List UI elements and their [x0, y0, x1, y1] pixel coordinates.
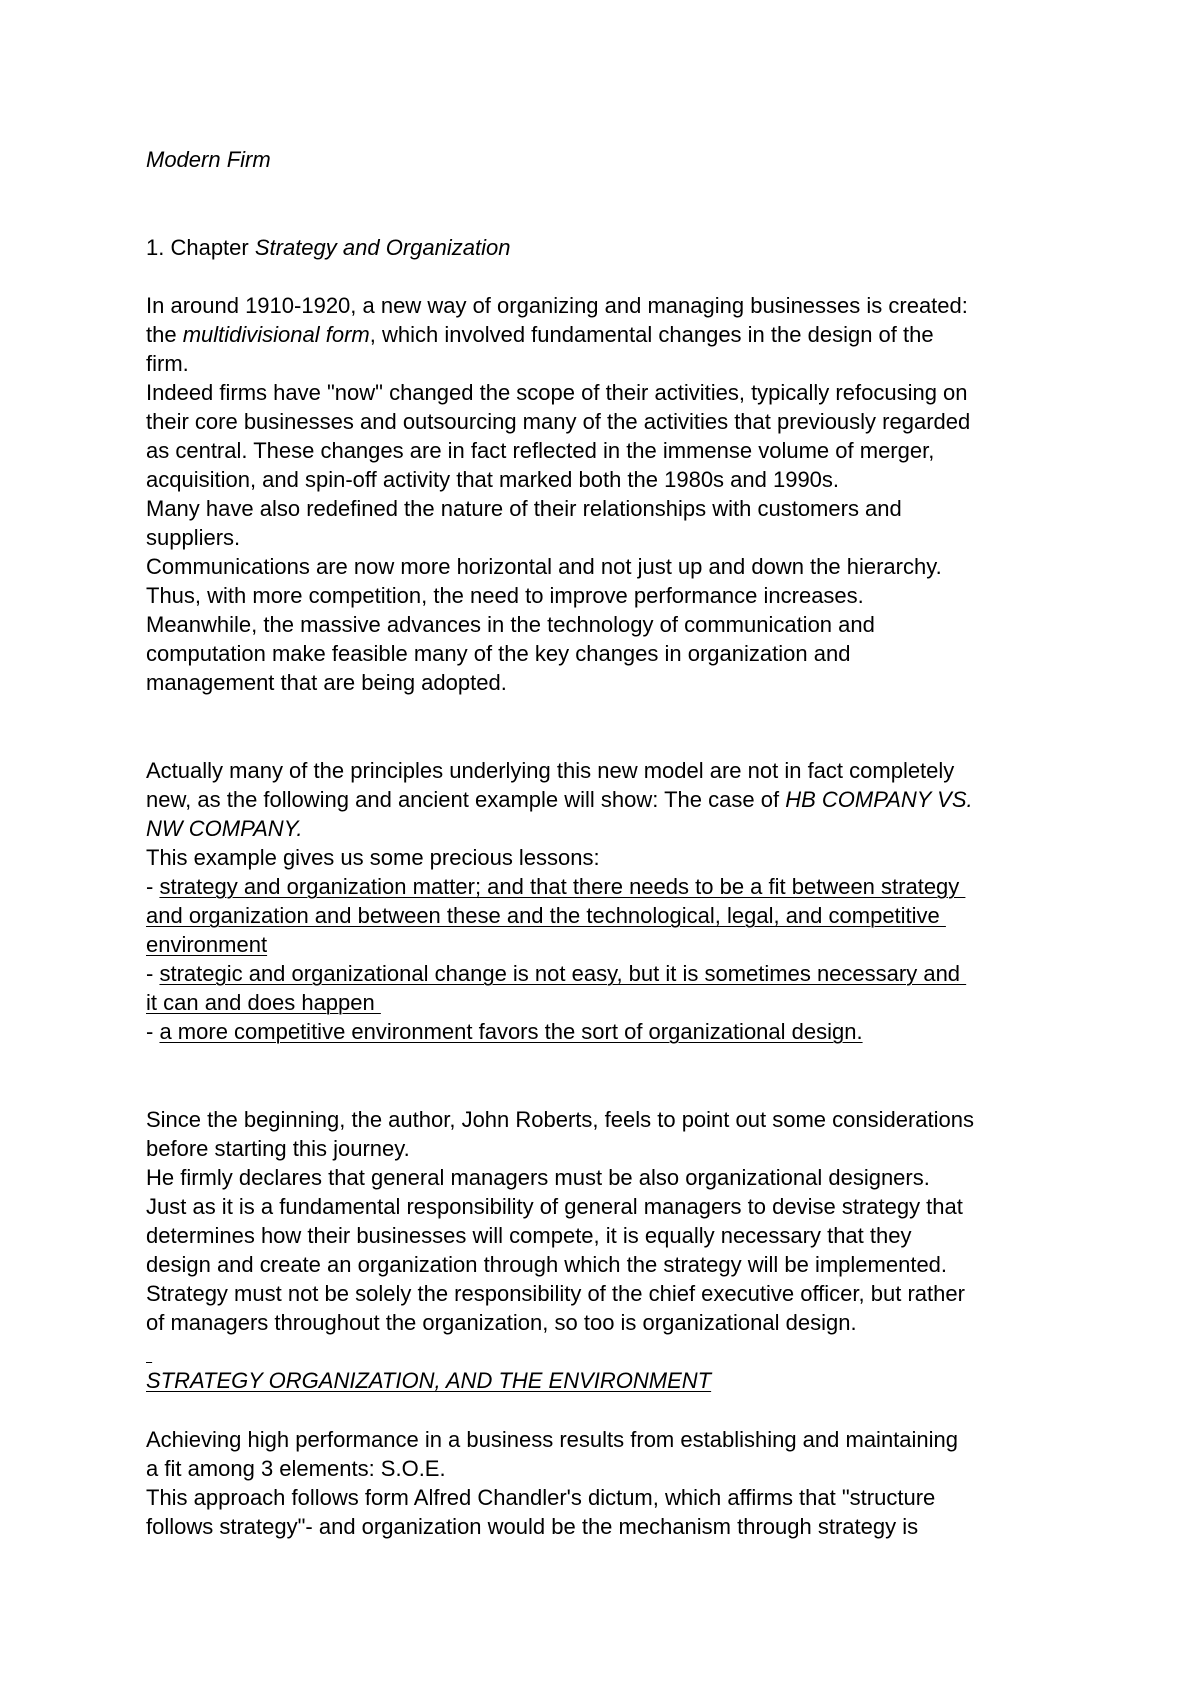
chapter-prefix: 1. Chapter [146, 235, 255, 260]
paragraph-line: firm. [146, 351, 189, 376]
paragraph-line: management that are being adopted. [146, 670, 507, 695]
paragraph-line: Many have also redefined the nature of their relationships with customers and [146, 496, 902, 521]
paragraph-line: Indeed firms have "now" changed the scope of their activities, typically refocusing on [146, 380, 968, 405]
paragraph-line: design and create an organization through which the strategy will be implemented. [146, 1252, 948, 1277]
chapter-heading [146, 233, 510, 262]
paragraph-line: of managers throughout the organization, so too is organizational design. [146, 1310, 857, 1335]
paragraph-line: Strategy must not be solely the responsibility of the chief executive officer, but rather [146, 1281, 965, 1306]
section-mark [146, 1337, 152, 1366]
emphasis-term: multidivisional form [182, 322, 370, 347]
lesson-item [146, 1017, 863, 1046]
paragraph-line: their core businesses and outsourcing many of the activities that previously regarded [146, 409, 971, 434]
document-title: Modern Firm [146, 147, 271, 172]
paragraph-line: This approach follows form Alfred Chandler's dictum, which affirms that "structure [146, 1485, 936, 1510]
lesson-text: it can and does happen [146, 990, 381, 1015]
paragraph-line: Communications are now more horizontal and not just up and down the hierarchy. [146, 554, 942, 579]
lesson-text: strategic and organizational change is not easy, but it is sometimes necessary and [159, 961, 967, 986]
chapter-name: Strategy and Organization [254, 235, 511, 260]
bullet-dash: - [146, 961, 160, 986]
bullet-dash: - [146, 874, 160, 899]
paragraph-line [146, 320, 934, 349]
lesson-text: strategy and organization matter; and that there needs to be a fit between strategy [159, 874, 966, 899]
section-heading: STRATEGY ORGANIZATION, AND THE ENVIRONMENT [146, 1368, 712, 1393]
text-run: new, as the following and ancient example will show: The case of [146, 787, 786, 812]
bullet-dash: - [146, 1019, 160, 1044]
paragraph-line: Actually many of the principles underlying this new model are not in fact completely [146, 758, 955, 783]
lesson-item [146, 959, 966, 988]
paragraph-line: as central. These changes are in fact reflected in the immense volume of merger, [146, 438, 935, 463]
paragraph-line: Achieving high performance in a business results from establishing and maintaining [146, 1427, 959, 1452]
paragraph-line: Thus, with more competition, the need to improve performance increases. [146, 583, 864, 608]
paragraph-line: He firmly declares that general managers must be also organizational designers. [146, 1165, 930, 1190]
lesson-text: a more competitive environment favors the sort of organizational design. [159, 1019, 863, 1044]
paragraph-line: Since the beginning, the author, John Roberts, feels to point out some considerations [146, 1107, 974, 1132]
paragraph-line: This example gives us some precious lessons: [146, 845, 600, 870]
case-name: NW COMPANY. [146, 816, 303, 841]
lesson-text: and organization and between these and the technological, legal, and competitive [146, 903, 946, 928]
paragraph-line: computation make feasible many of the key changes in organization and [146, 641, 851, 666]
paragraph-line: acquisition, and spin-off activity that marked both the 1980s and 1990s. [146, 467, 840, 492]
paragraph-line: Just as it is a fundamental responsibility of general managers to devise strategy that [146, 1194, 963, 1219]
text-run: , which involved fundamental changes in the design of the [369, 322, 934, 347]
lesson-item [146, 872, 965, 901]
paragraph-line [146, 785, 973, 814]
lesson-text: environment [146, 932, 268, 957]
paragraph-line: suppliers. [146, 525, 241, 550]
paragraph-line: Meanwhile, the massive advances in the technology of communication and [146, 612, 875, 637]
paragraph-line: a fit among 3 elements: S.O.E. [146, 1456, 446, 1481]
paragraph-line: follows strategy"- and organization would be the mechanism through strategy is [146, 1514, 919, 1539]
text-run: the [146, 322, 183, 347]
paragraph-line: determines how their businesses will compete, it is equally necessary that they [146, 1223, 912, 1248]
paragraph-line: In around 1910-1920, a new way of organizing and managing businesses is created: [146, 293, 968, 318]
paragraph-line: before starting this journey. [146, 1136, 410, 1161]
case-name: HB COMPANY VS. [785, 787, 973, 812]
